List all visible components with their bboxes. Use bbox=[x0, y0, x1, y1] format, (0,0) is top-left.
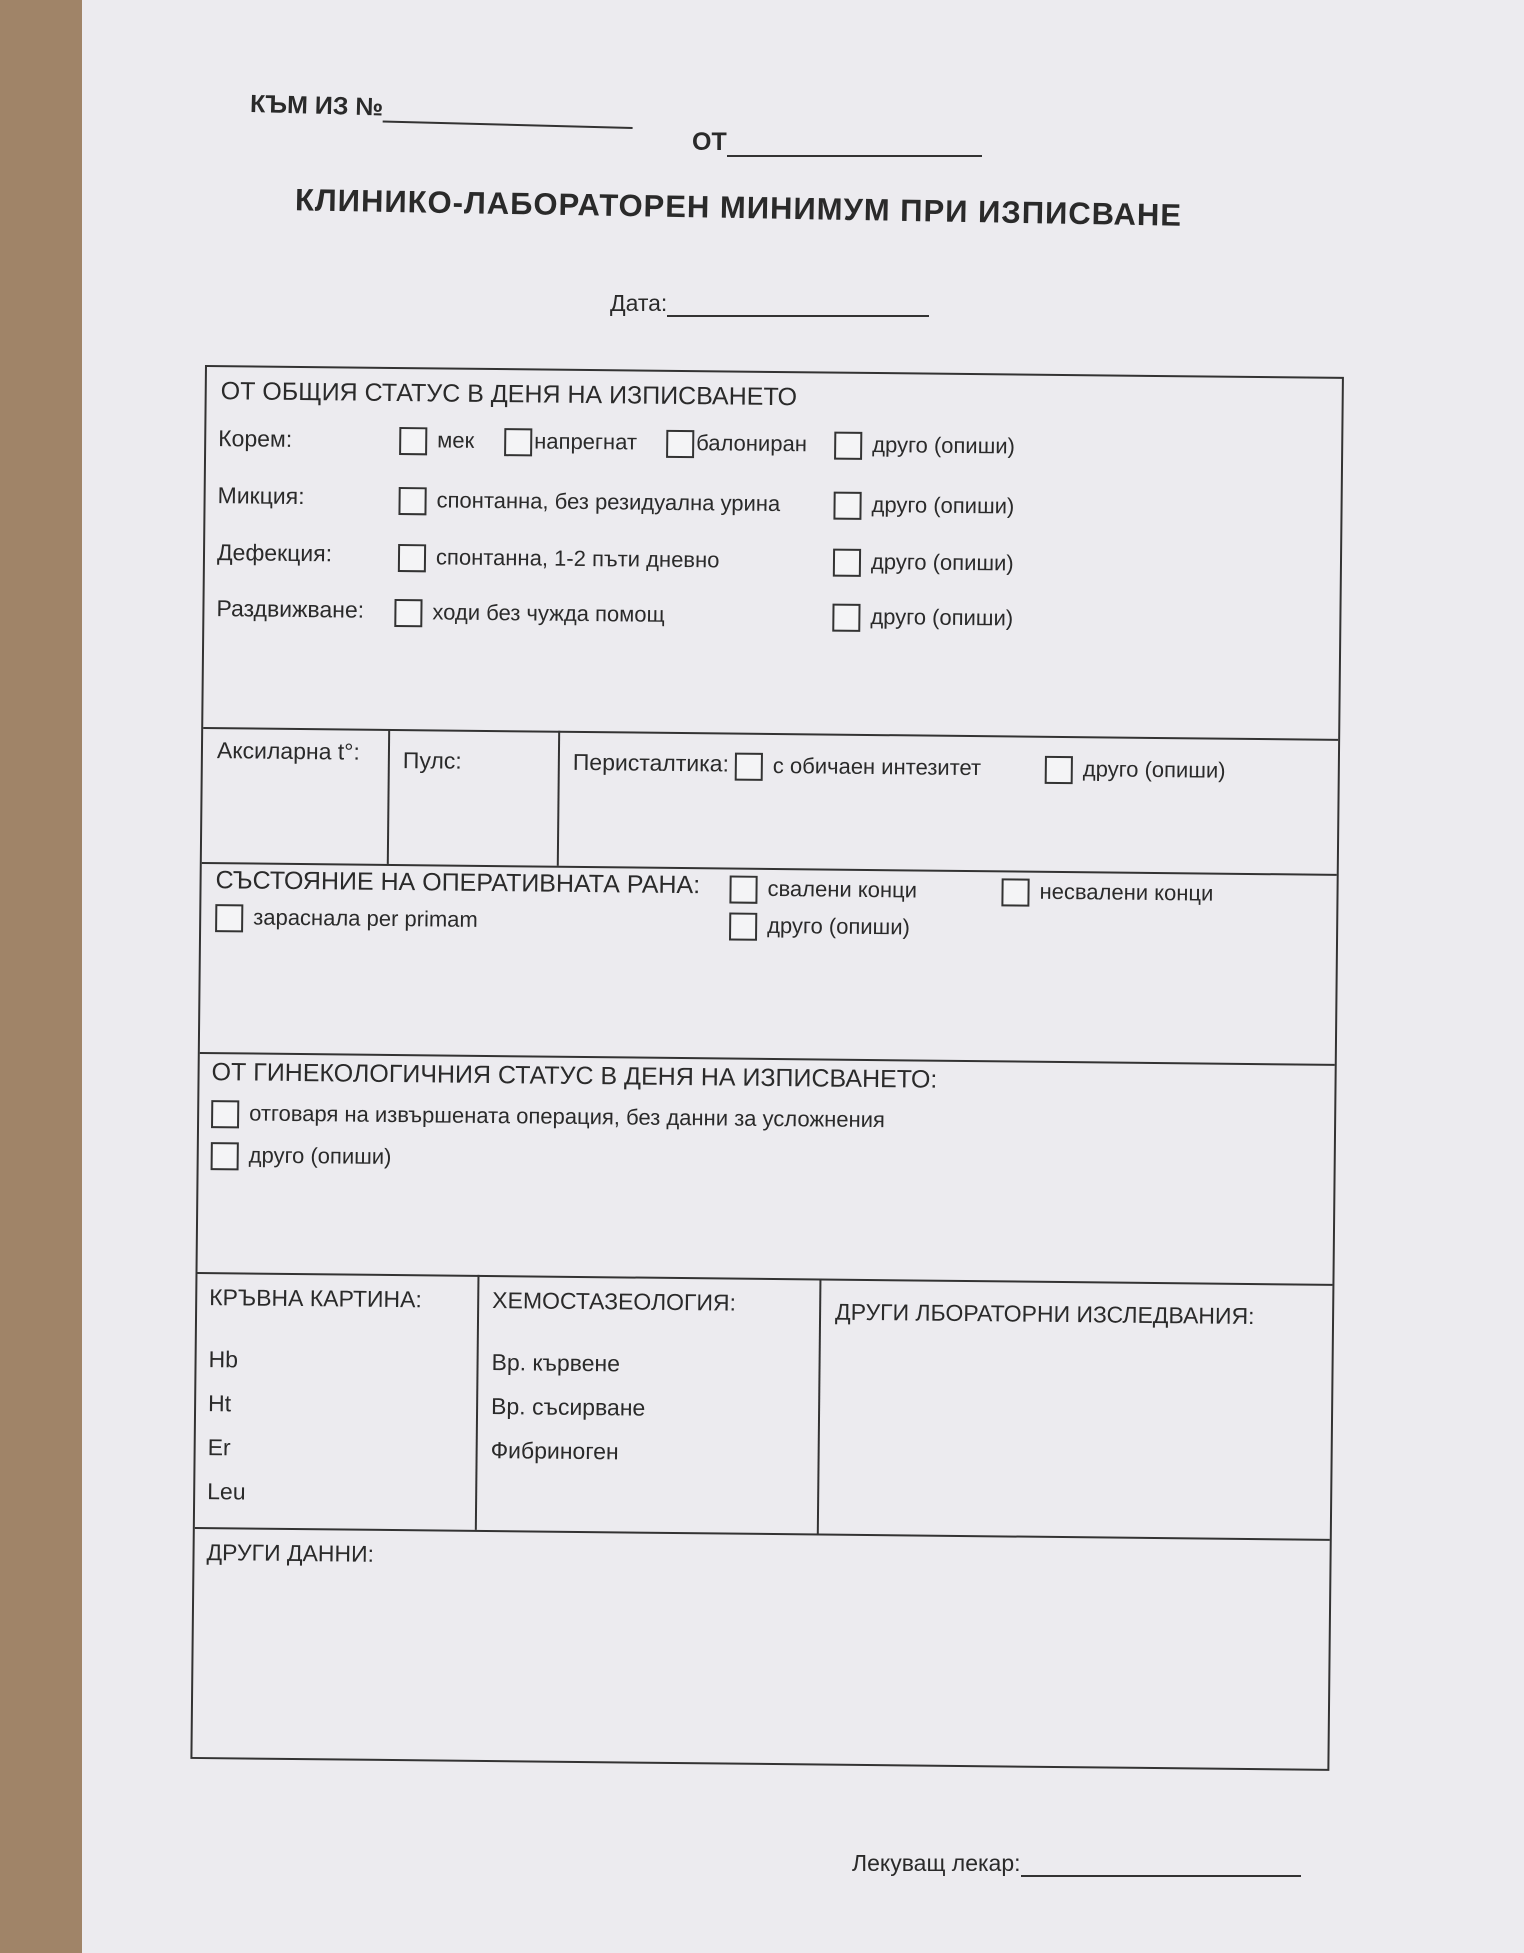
checkbox-other[interactable]: друго (опиши) bbox=[833, 492, 1014, 522]
doctor-label: Лекуващ лекар: bbox=[852, 1850, 1021, 1876]
form-table bbox=[190, 365, 1344, 1771]
checkbox-as-expected[interactable]: отговаря на извършената операция, без данни за усложнения bbox=[211, 1100, 885, 1135]
lab-item: Вр. кървене bbox=[491, 1349, 621, 1377]
hemostasis-title: ХЕМОСТАЗЕОЛОГИЯ: bbox=[492, 1287, 737, 1316]
temperature-label: Аксиларна t°: bbox=[216, 737, 360, 765]
checkbox-sutures-not-removed[interactable]: несвалени конци bbox=[1001, 878, 1213, 908]
row-label: Раздвижване: bbox=[216, 595, 365, 623]
vitals-section bbox=[202, 727, 1338, 876]
wound-section bbox=[200, 862, 1337, 1066]
lab-item: Er bbox=[207, 1434, 231, 1461]
date-field[interactable] bbox=[610, 290, 929, 317]
blood-count-title: КРЪВНА КАРТИНА: bbox=[209, 1284, 422, 1313]
other-labs-title: ДРУГИ ЛБОРАТОРНИ ИЗСЛЕДВАНИЯ: bbox=[834, 1298, 1255, 1330]
checkbox-sutures-removed[interactable]: свалени конци bbox=[729, 876, 917, 906]
doctor-signature-field[interactable] bbox=[852, 1850, 1301, 1877]
lab-item: Ht bbox=[207, 1390, 232, 1417]
checkbox-walks-unaided[interactable]: ходи без чужда помощ bbox=[394, 599, 665, 630]
checkbox-other[interactable]: друго (опиши) bbox=[211, 1142, 392, 1172]
ref-label: КЪМ ИЗ № bbox=[249, 89, 384, 122]
row-label: Микция: bbox=[217, 482, 305, 510]
section-title: ОТ ГИНЕКОЛОГИЧНИЯ СТАТУС В ДЕНЯ НА ИЗПИСВАНЕТО: bbox=[211, 1058, 938, 1094]
checkbox-soft[interactable]: мек bbox=[399, 427, 474, 456]
general-status-section bbox=[203, 367, 1342, 741]
checkbox-other[interactable]: друго (опиши) bbox=[834, 432, 1015, 462]
section-title: СЪСТОЯНИЕ НА ОПЕРАТИВНАТА РАНА: bbox=[215, 866, 701, 900]
labs-section bbox=[195, 1272, 1333, 1541]
from-label: ОТ bbox=[692, 128, 727, 156]
checkbox-bloated[interactable]: балониран bbox=[666, 430, 807, 460]
lab-item: Вр. съсирване bbox=[490, 1393, 646, 1421]
checkbox-spontaneous-defecation[interactable]: спонтанна, 1-2 пъти дневно bbox=[398, 544, 720, 576]
hemostasis-list bbox=[490, 1340, 646, 1474]
pulse-label: Пулс: bbox=[402, 747, 462, 774]
blood-count-list bbox=[207, 1337, 247, 1513]
peristalsis-label: Перисталтика: bbox=[572, 748, 730, 777]
row-label: Корем: bbox=[218, 425, 293, 452]
lab-item: Leu bbox=[207, 1478, 246, 1505]
lab-item: Hb bbox=[208, 1346, 239, 1373]
section-title: ДРУГИ ДАННИ: bbox=[206, 1539, 375, 1567]
row-label: Дефекция: bbox=[216, 539, 333, 567]
section-title: ОТ ОБЩИЯ СТАТУС В ДЕНЯ НА ИЗПИСВАНЕТО bbox=[220, 377, 798, 412]
page-title: КЛИНИКО-ЛАБОРАТОРЕН МИНИМУМ ПРИ ИЗПИСВАНЕ bbox=[294, 182, 1183, 233]
checkbox-other[interactable]: друго (опиши) bbox=[833, 549, 1014, 579]
from-field[interactable] bbox=[692, 128, 982, 157]
other-data-section bbox=[192, 1527, 1329, 1769]
checkbox-healed-per-primam[interactable]: зараснала per primam bbox=[215, 904, 478, 935]
checkbox-tense[interactable]: напрегнат bbox=[504, 428, 637, 458]
checkbox-other[interactable]: друго (опиши) bbox=[832, 604, 1013, 634]
checkbox-other[interactable]: друго (опиши) bbox=[1045, 756, 1226, 786]
checkbox-spontaneous-urine[interactable]: спонтанна, без резидуална урина bbox=[398, 487, 780, 519]
date-label: Дата: bbox=[610, 290, 668, 316]
gynecological-section bbox=[197, 1052, 1334, 1286]
lab-item: Фибриноген bbox=[490, 1437, 619, 1465]
checkbox-normal-peristalsis[interactable]: с обичаен интезитет bbox=[735, 753, 982, 784]
checkbox-other[interactable]: друго (опиши) bbox=[729, 913, 910, 943]
